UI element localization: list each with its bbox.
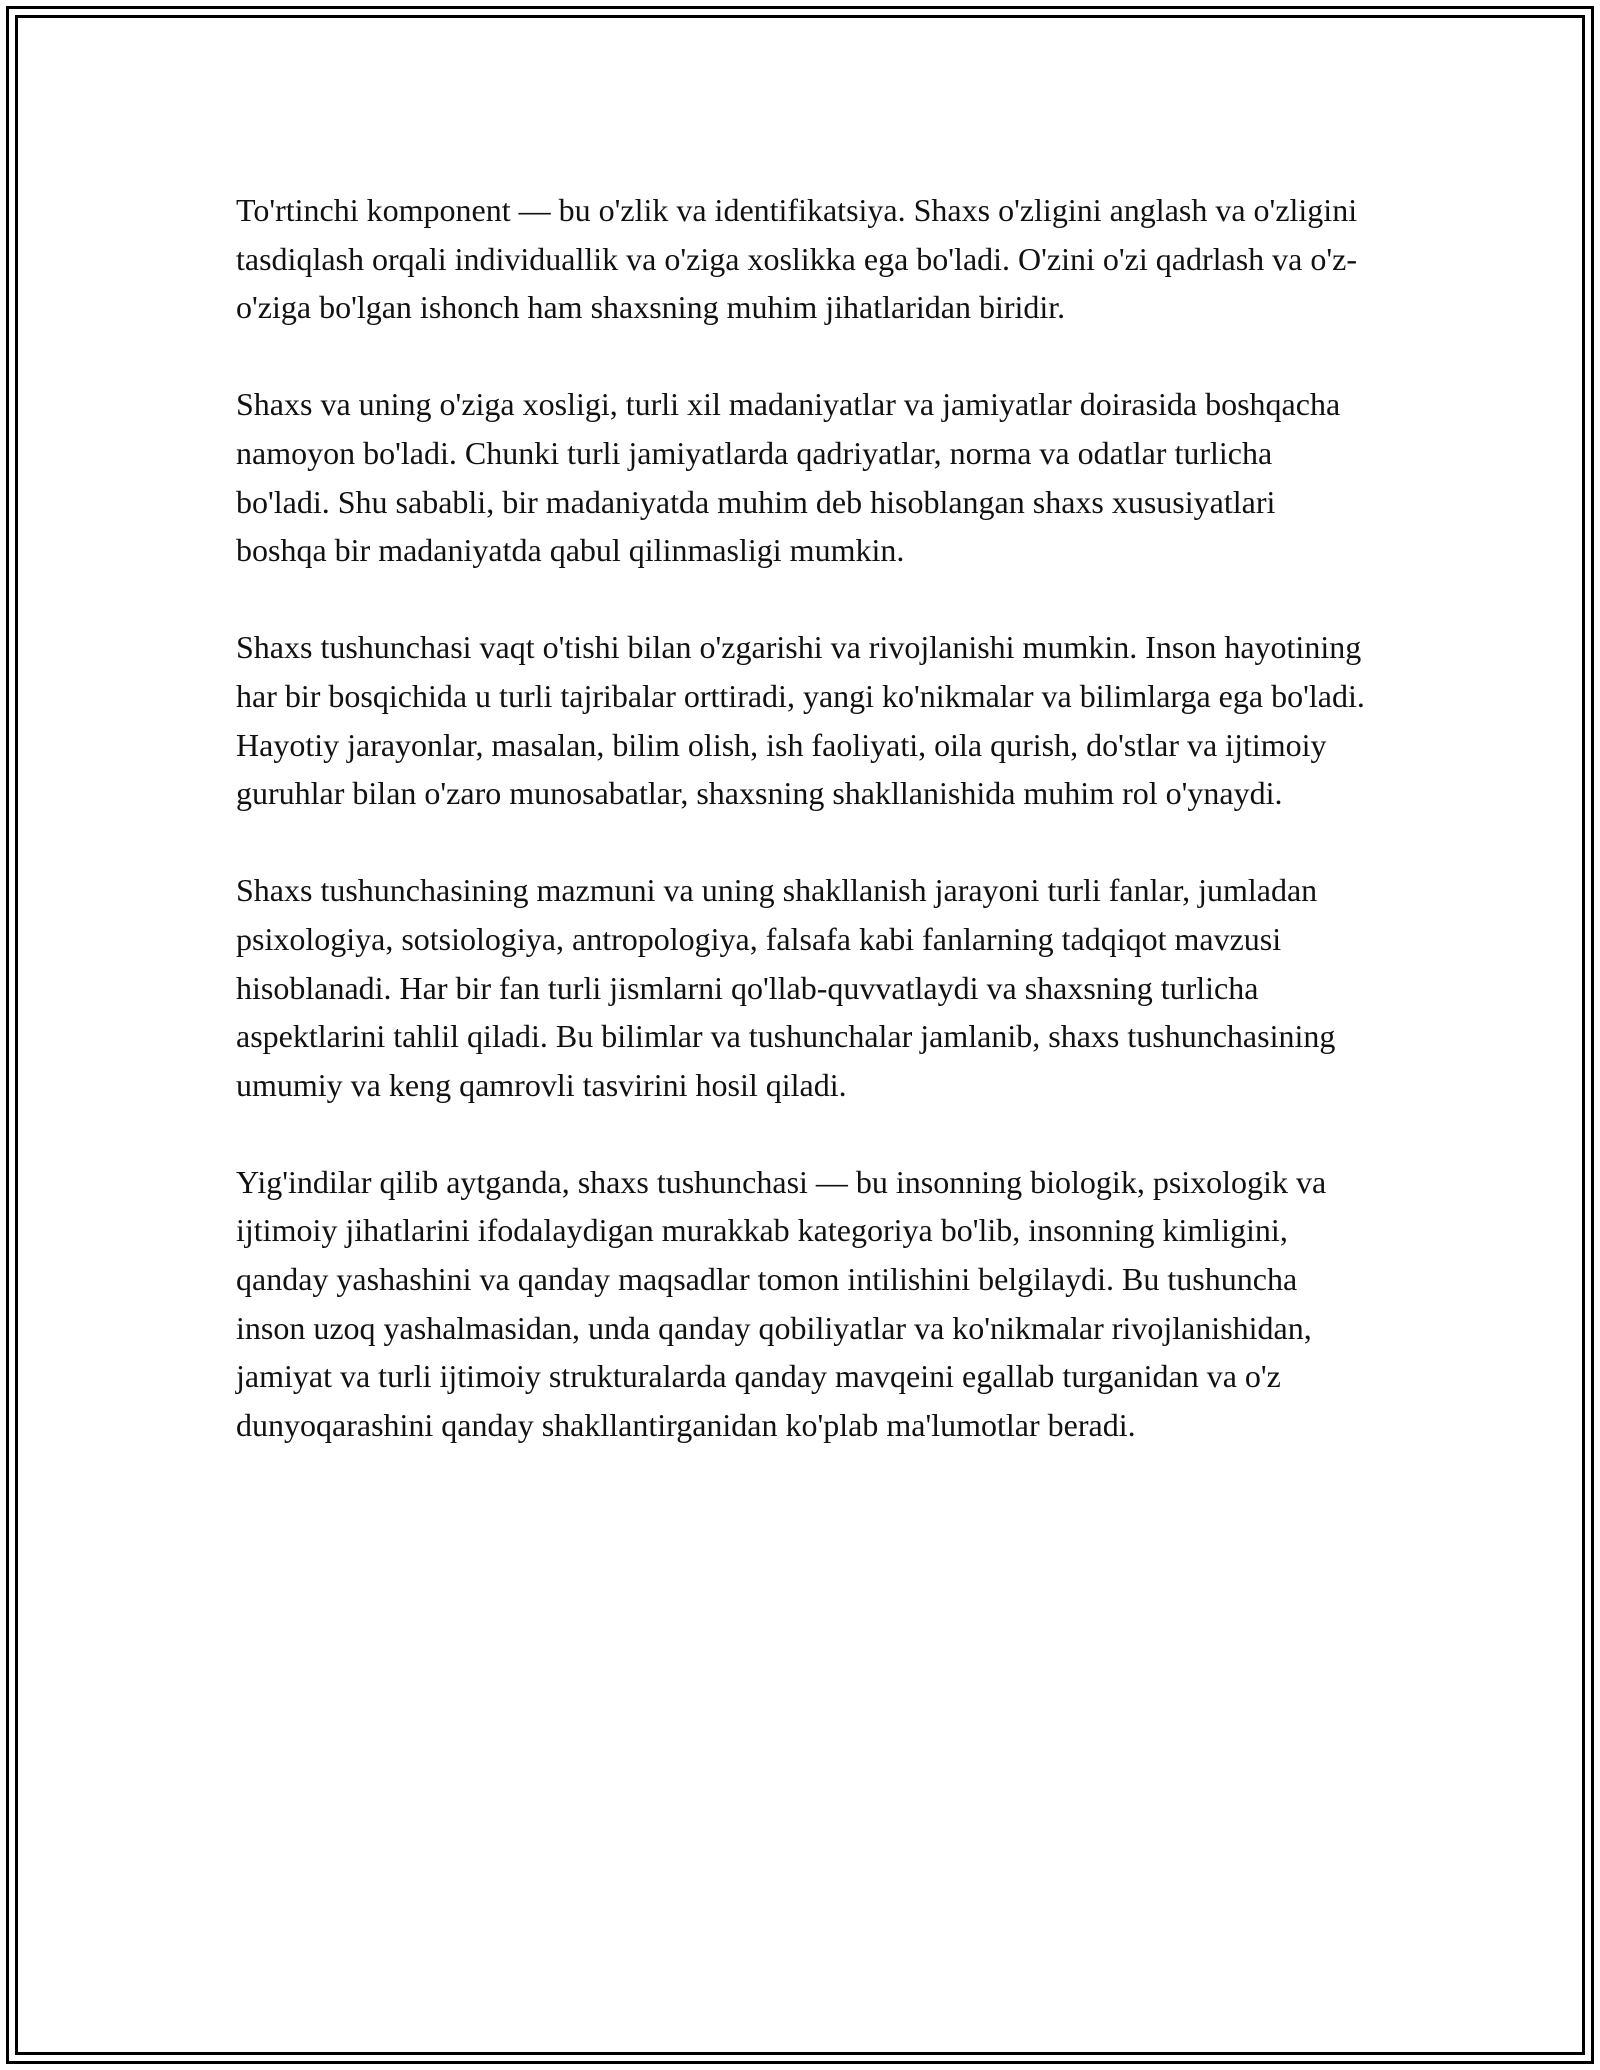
paragraph-1: To'rtinchi komponent — bu o'zlik va identifikatsiya. Shaxs o'zligini anglash va o'zligini tasdiqlash orqali individuallik va o'ziga xoslikka ega bo'ladi. O'zini o'zi qadrlash va o'z-o'ziga bo'lgan ishonch ham shaxsning muhim jihatlaridan biridir. [236, 192, 1358, 326]
paragraph-2: Shaxs va uning o'ziga xosligi, turli xil madaniyatlar va jamiyatlar doirasida boshqacha namoyon bo'ladi. Chunki turli jamiyatlarda qadriyatlar, norma va odatlar turlicha bo'ladi. Shu sababli, bir madaniyatda muhim deb hisoblangan shaxs xususiyatlari boshqa bir madaniyatda qabul qilinmasligi mumkin. [236, 386, 1341, 569]
paragraph-5: Yig'indilar qilib aytganda, shaxs tushunchasi — bu insonning biologik, psixologik va ijtimoiy jihatlarini ifodalaydigan murakkab kategoriya bo'lib, insonning kimligini, qanday yashashini va qanday maqsadlar tomon intilishini belgilaydi. Bu tushuncha inson uzoq yashalmasidan, unda qanday qobiliyatlar va ko'nikmalar rivojlanishidan, jamiyat va turli ijtimoiy strukturalarda qanday mavqeini egallab turganidan va o'z dunyoqarashini qanday shakllantirganidan ko'plab ma'lumotlar beradi. [236, 1163, 1327, 1443]
paragraph-4: Shaxs tushunchasining mazmuni va uning shakllanish jarayoni turli fanlar, jumladan psixologiya, sotsiologiya, antropologiya, falsafa kabi fanlarning tadqiqot mavzusi hisoblanadi. Har bir fan turli jismlarni qo'llab-quvvatlaydi va shaxsning turlicha aspektlarini tahlil qiladi. Bu bilimlar va tushunchalar jamlanib, shaxs tushunchasining umumiy va keng qamrovli tasvirini hosil qiladi. [236, 872, 1336, 1103]
paragraph-3: Shaxs tushunchasi vaqt o'tishi bilan o'zgarishi va rivojlanishi mumkin. Inson hayotining har bir bosqichida u turli tajribalar orttiradi, yangi ko'nikmalar va bilimlarga ega bo'ladi. Hayotiy jarayonlar, masalan, bilim olish, ish faoliyati, oila qurish, do'stlar va ijtimoiy guruhlar bilan o'zaro munosabatlar, shaxsning shakllanishida muhim rol o'ynaydi. [236, 629, 1365, 812]
document-body [236, 186, 1366, 1498]
